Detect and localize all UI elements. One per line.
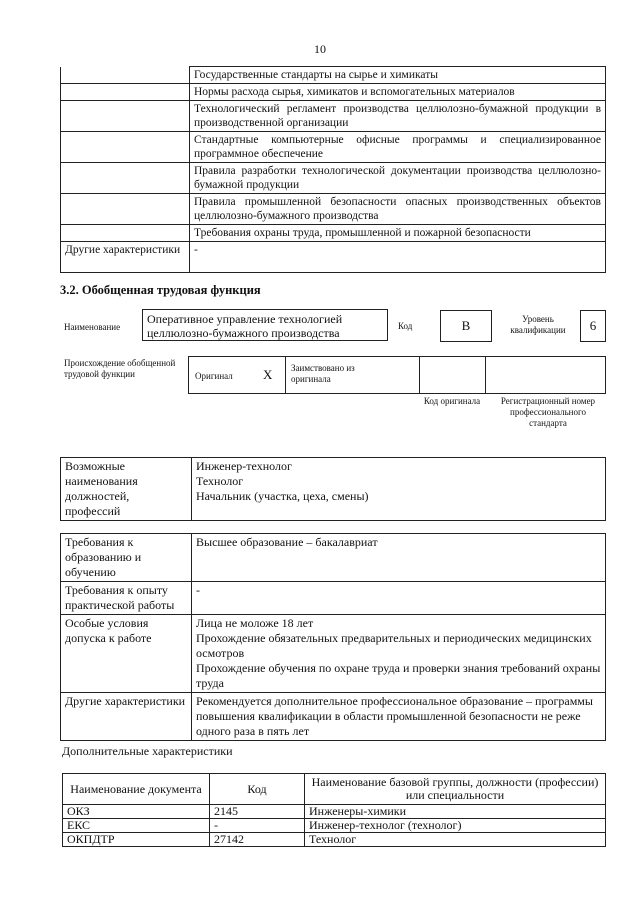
- row-value: [192, 534, 606, 582]
- table-header-row: [63, 774, 606, 805]
- origin-box: [188, 356, 606, 394]
- code-label: Код: [398, 321, 413, 331]
- function-name-box: Оперативное управление технологией целлюлозно-бумажного производства: [142, 309, 388, 341]
- list-item: Прохождение обязательных предварительных и периодических медицинских осмотров: [196, 631, 592, 660]
- list-item: Инженер-технолог: [196, 459, 292, 473]
- row-label: Требования к образованию и обучению: [61, 534, 192, 582]
- table-cell: 2145: [210, 805, 305, 819]
- row-label: [61, 67, 190, 84]
- table-row: [63, 819, 606, 833]
- table-row: [61, 163, 606, 194]
- table-row: [61, 101, 606, 132]
- additional-title: Дополнительные характеристики: [62, 744, 233, 758]
- code-original-label: Код оригинала: [423, 396, 481, 406]
- list-item: Технолог: [196, 474, 244, 488]
- name-label: Наименование: [64, 322, 121, 332]
- row-value: Стандартные компьютерные офисные программы и специализированное программное обеспечение: [190, 132, 606, 163]
- borrowed-label: Заимствовано из оригинала: [291, 363, 355, 384]
- table-row: [61, 693, 606, 741]
- table-cell: ЕКС: [63, 819, 210, 833]
- column-header: Наименование документа: [63, 774, 210, 805]
- table-row: [63, 805, 606, 819]
- table-cell: ОКПДТР: [63, 833, 210, 847]
- divider: [285, 357, 286, 393]
- row-label: Другие характеристики: [61, 242, 190, 273]
- row-label: Требования к опыту практической работы: [61, 582, 192, 615]
- row-label: [61, 84, 190, 101]
- list-item: -: [196, 583, 200, 597]
- additional-table: [62, 773, 606, 847]
- list-item: Лица не моложе 18 лет: [196, 616, 314, 630]
- reg-number-label: Регистрационный номер профессионального стандарта: [500, 396, 596, 428]
- code-box: B: [440, 310, 492, 342]
- table-row: [61, 615, 606, 693]
- knowledge-table: [60, 66, 606, 273]
- row-label: Возможные наименования должностей, профессий: [61, 458, 192, 521]
- section-title: 3.2. Обобщенная трудовая функция: [60, 283, 261, 297]
- level-box: 6: [580, 310, 606, 342]
- table-cell: Технолог: [305, 833, 606, 847]
- table-cell: Инженеры-химики: [305, 805, 606, 819]
- table-row: [61, 225, 606, 242]
- column-header: Код: [210, 774, 305, 805]
- row-label: [61, 163, 190, 194]
- row-label: [61, 225, 190, 242]
- original-label: Оригинал: [195, 371, 233, 381]
- row-value: Нормы расхода сырья, химикатов и вспомогательных материалов: [190, 84, 606, 101]
- row-value: -: [190, 242, 606, 273]
- table-row: [61, 242, 606, 273]
- row-value: Требования охраны труда, промышленной и пожарной безопасности: [190, 225, 606, 242]
- row-label: Особые условия допуска к работе: [61, 615, 192, 693]
- list-item: Начальник (участка, цеха, смены): [196, 489, 369, 503]
- table-row: [61, 67, 606, 84]
- divider: [485, 357, 486, 393]
- origin-label: Происхождение обобщенной трудовой функции: [64, 358, 176, 379]
- level-label: Уровень квалификации: [510, 314, 566, 335]
- table-row: [61, 582, 606, 615]
- table-row: [63, 833, 606, 847]
- table-cell: -: [210, 819, 305, 833]
- table-row: [61, 84, 606, 101]
- row-value: [192, 458, 606, 521]
- divider: [419, 357, 420, 393]
- column-header: Наименование базовой группы, должности (профессии) или специальности: [305, 774, 606, 805]
- positions-table: [60, 457, 606, 521]
- table-cell: Инженер-технолог (технолог): [305, 819, 606, 833]
- table-row: [61, 458, 606, 521]
- row-value: [192, 582, 606, 615]
- row-value: Правила разработки технологической документации производства целлюлозно-бумажной продукции: [190, 163, 606, 194]
- row-value: [192, 615, 606, 693]
- list-item: Рекомендуется дополнительное профессиональное образование – программы повышения квалификации в области промышленной безопасности не реже одного раза в пять лет: [196, 694, 593, 738]
- row-value: Государственные стандарты на сырье и химикаты: [190, 67, 606, 84]
- row-value: [192, 693, 606, 741]
- table-row: [61, 534, 606, 582]
- list-item: Высшее образование – бакалавриат: [196, 535, 378, 549]
- row-label: [61, 132, 190, 163]
- original-mark: X: [263, 367, 273, 382]
- requirements-table: [60, 533, 606, 741]
- row-label: [61, 194, 190, 225]
- row-label: Другие характеристики: [61, 693, 192, 741]
- list-item: Прохождение обучения по охране труда и проверки знания требований охраны труда: [196, 661, 601, 690]
- table-cell: ОКЗ: [63, 805, 210, 819]
- row-value: Технологический регламент производства целлюлозно-бумажной продукции в производственной организации: [190, 101, 606, 132]
- row-label: [61, 101, 190, 132]
- row-value: Правила промышленной безопасности опасных производственных объектов целлюлозно-бумажного производства: [190, 194, 606, 225]
- table-row: [61, 132, 606, 163]
- page-number: 10: [314, 42, 326, 56]
- table-row: [61, 194, 606, 225]
- table-cell: 27142: [210, 833, 305, 847]
